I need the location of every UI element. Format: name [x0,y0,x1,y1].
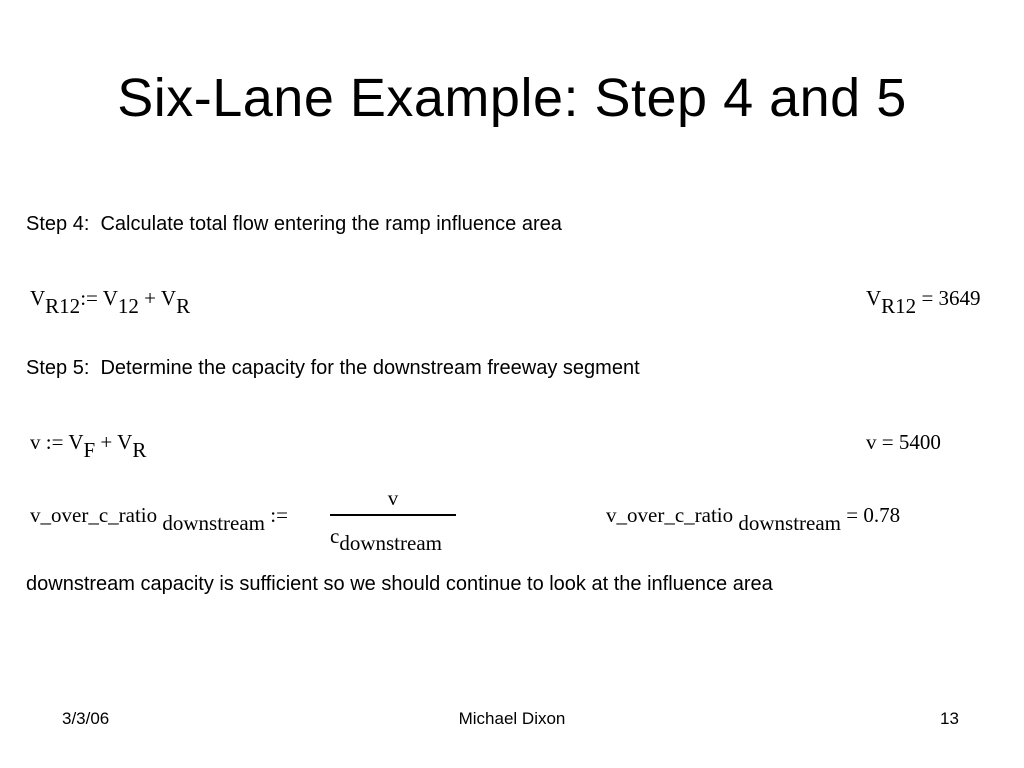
step4-assign: := [80,286,98,310]
step4-lhs-var: V [30,286,46,310]
step5-eq2-lhs-var: v_over_c_ratio [30,503,158,527]
step5-eq1-plus: + [100,430,113,454]
step4-result-var: V [866,286,882,310]
conclusion-text: downstream capacity is sufficient so we should continue to look at the influence area [26,573,773,595]
step5-eq2-denominator-sub: downstream [339,531,442,555]
step5-result2-var: v_over_c_ratio [606,503,734,527]
step4-result-value: 3649 [938,286,981,310]
slide-title: Six-Lane Example: Step 4 and 5 [117,68,907,128]
step5-eq1-term2-sub: R [132,438,147,462]
fraction-bar [330,514,456,516]
step4-term1-sub: 12 [117,294,139,318]
step5-equation2-lhs [30,503,288,535]
step5-result2 [606,503,901,535]
step5-eq1-lhs-var: v [30,430,41,454]
step5-eq1-term1-sub: F [83,438,96,462]
step4-result-sub: R12 [881,294,917,318]
step4-term1-var: V [102,286,118,310]
step5-eq1-term1-var: V [68,430,84,454]
step4-term2-sub: R [176,294,191,318]
step5-text: Step 5: Determine the capacity for the downstream freeway segment [26,357,640,379]
step5-result1-equals: = [881,430,894,454]
step5-result2-equals: = [846,503,859,527]
fraction-denominator [330,524,442,555]
step5-result1-value: 5400 [898,430,941,454]
step5-result1 [866,430,941,455]
fraction-numerator [330,486,456,511]
step4-result [866,286,981,318]
step5-eq2-assign: := [270,503,288,527]
footer-page-number: 13 [940,709,959,728]
step4-text: Step 4: Calculate total flow entering the ramp influence area [26,213,562,235]
step5-eq1-term2-var: V [117,430,133,454]
step4-equation [30,286,191,318]
step5-eq2-numerator: v [387,486,399,510]
step4-term2-var: V [160,286,177,310]
step5-result2-value: 0.78 [863,503,901,527]
step5-eq2-denominator-var: c [330,524,340,548]
step5-result2-sub: downstream [738,511,842,535]
step5-eq2-lhs-sub: downstream [162,511,266,535]
step5-eq1-assign: := [45,430,64,454]
step5-equation1 [30,430,147,462]
step5-result1-var: v [866,430,877,454]
footer-date: 3/3/06 [62,709,110,728]
step4-result-equals: = [921,286,934,310]
footer-author: Michael Dixon [458,709,566,728]
step4-plus: + [144,286,157,310]
step4-lhs-sub: R12 [45,294,81,318]
